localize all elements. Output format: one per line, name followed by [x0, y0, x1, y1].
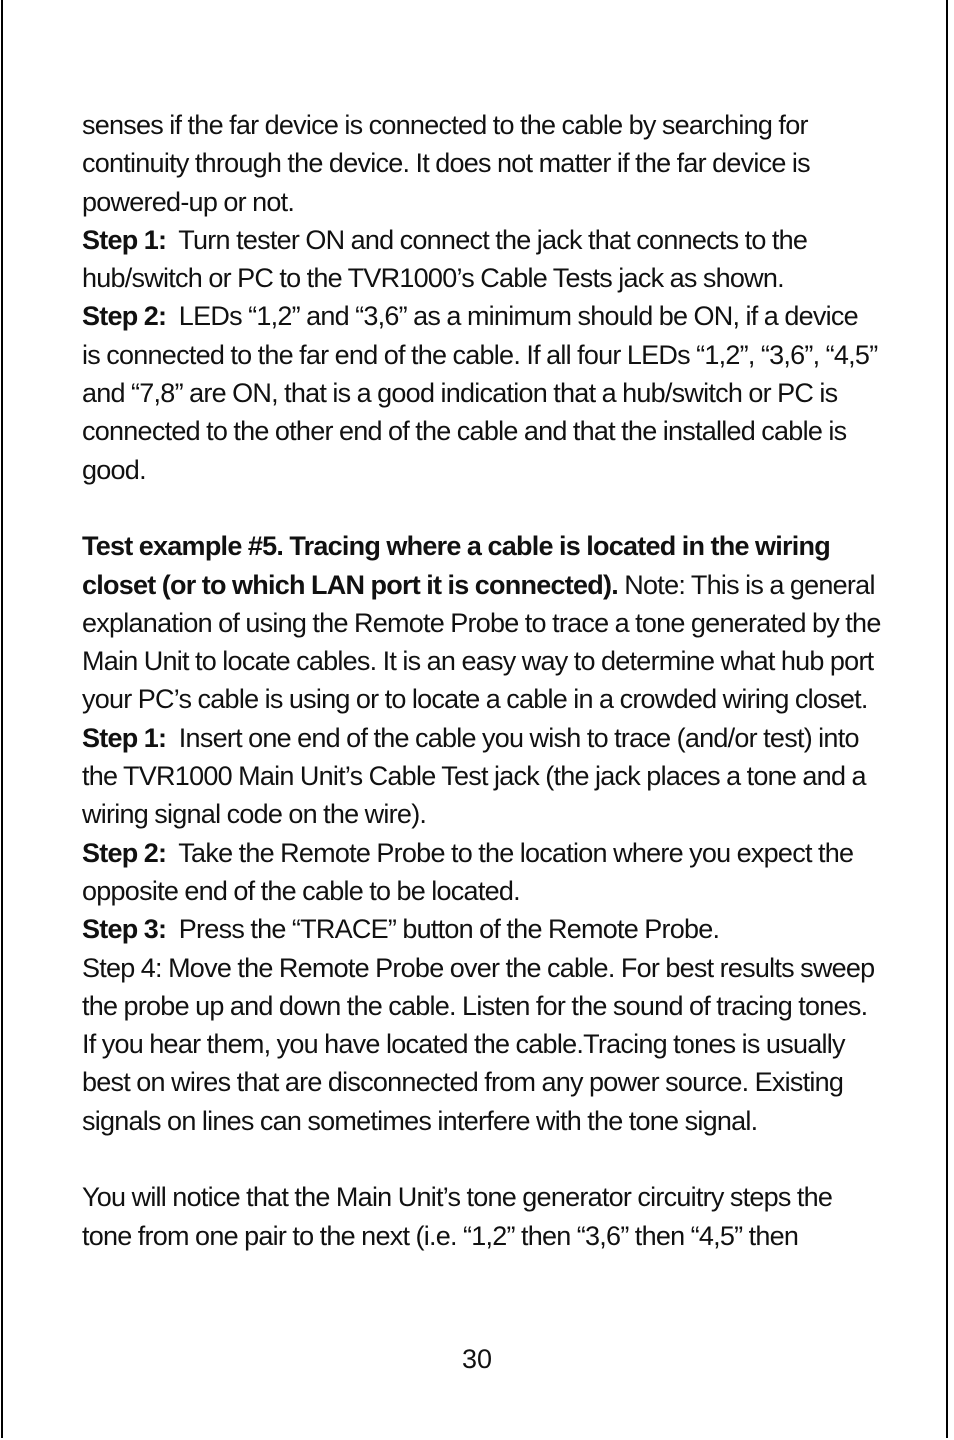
step-text: Insert one end of the cable you wish to trace (and/or test) into the TVR1000 Main Unit’s Cable Test jack (the jack places a tone and a wiring signal code on the wire).	[82, 722, 866, 830]
step-label: Step 2:	[82, 301, 167, 332]
section2-step3	[82, 910, 882, 948]
step-text: Take the Remote Probe to the location where you expect the opposite end of the cable to be located.	[82, 837, 854, 906]
section2-step1	[82, 719, 882, 834]
step-text: Turn tester ON and connect the jack that connects to the hub/switch or PC to the TVR1000’s Cable Tests jack as shown.	[82, 224, 808, 294]
section2-step4: Step 4: Move the Remote Probe over the cable. For best results sweep the probe up and down the cable. Listen for the sound of tracing tones. If you hear them, you have located the cable.Tracing tones is usually best on wires that are disconnected from any power source. Existing signals on lines can sometimes interfere with the tone signal.	[82, 952, 875, 1136]
section2-heading-paragraph	[82, 527, 882, 718]
page-number: 30	[461, 1344, 493, 1374]
step-label: Step 1:	[82, 224, 167, 255]
section2-step2	[82, 834, 882, 911]
step-label: Step 2:	[82, 837, 167, 868]
step-label: Step 1:	[82, 722, 167, 753]
closing-paragraph: You will notice that the Main Unit’s tone generator circuitry steps the tone from one pair to the next (i.e. “1,2” then “3,6” then “4,5” then	[82, 1182, 833, 1251]
step-label: Step 3:	[82, 914, 167, 945]
section1-step1	[82, 221, 882, 298]
paragraph-gap	[82, 489, 882, 527]
section-heading: Test example #5. Tracing where a cable is located in the wiring closet (or to which LAN port it is connected).	[82, 531, 831, 600]
paragraph-gap	[82, 1140, 882, 1178]
note-text: Note: This is a general explanation of using the Remote Probe to trace a tone generated by the Main Unit to locate cables. It is an easy way to determine what hub port your PC’s cable is using or to locate a cable in a crowded wiring closet.	[82, 569, 881, 715]
document-body	[82, 106, 882, 1255]
step-text: Press the “TRACE” button of the Remote Probe.	[178, 914, 720, 945]
intro-paragraph: senses if the far device is connected to the cable by searching for continuity through the device. It does not matter if the far device is powered-up or not.	[82, 110, 810, 217]
step-text: LEDs “1,2” and “3,6” as a minimum should be ON, if a device is connected to the far end of the cable. If all four LEDs “1,2”, “3,6”, “4,5” and “7,8” are ON, that is a good indication that a hub/switch or PC is connected to the other end of the cable and that the installed cable is good.	[82, 301, 878, 485]
section1-step2	[82, 297, 882, 488]
